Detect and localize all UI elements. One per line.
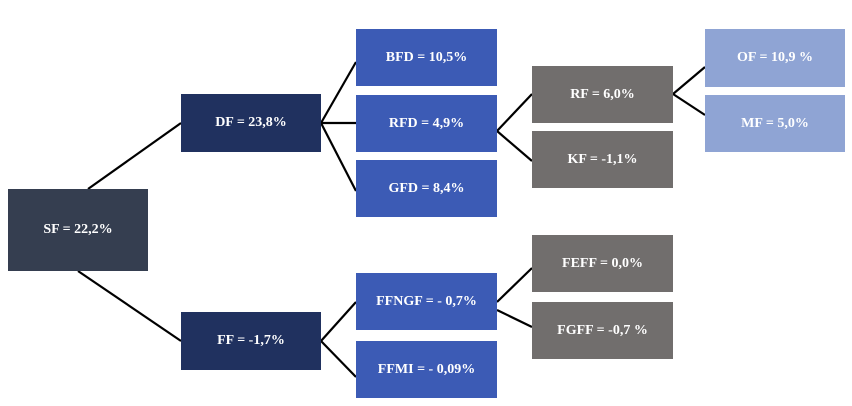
link-sf-ff [78, 271, 181, 341]
node-ffngf [356, 273, 497, 330]
node-sf [8, 189, 148, 271]
node-kf [532, 131, 673, 188]
node-rfd [356, 95, 497, 152]
node-mf-label: MF = 5,0% [741, 115, 809, 131]
node-gfd-label: GFD = 8,4% [388, 180, 465, 196]
node-sf-label: SF = 22,2% [43, 222, 113, 237]
node-feff [532, 235, 673, 292]
node-feff-label: FEFF = 0,0% [562, 255, 643, 271]
node-ff-label: FF = -1,7% [217, 333, 285, 348]
node-gfd [356, 160, 497, 217]
link-ffngf-feff [497, 268, 532, 302]
node-df-label: DF = 23,8% [215, 115, 287, 130]
link-rfd-rf [497, 94, 532, 131]
node-rf [532, 66, 673, 123]
link-ff-ffmi [321, 341, 356, 377]
link-ffngf-fgff [497, 310, 532, 327]
node-of [705, 29, 845, 87]
node-kf-label: KF = -1,1% [567, 151, 638, 167]
link-rfd-kf [497, 131, 532, 161]
node-rf-label: RF = 6,0% [570, 86, 635, 102]
node-of-label: OF = 10,9 % [737, 50, 813, 65]
node-ffngf-label: FFNGF = - 0,7% [376, 293, 477, 309]
link-df-bfd [321, 62, 356, 123]
node-rfd-label: RFD = 4,9% [388, 115, 465, 131]
node-mf [705, 95, 845, 152]
link-rf-mf [673, 94, 705, 115]
node-bfd-label: BFD = 10,5% [385, 49, 468, 65]
node-ffmi [356, 341, 497, 398]
link-rf-of [673, 67, 705, 94]
link-df-gfd [321, 123, 356, 191]
node-df [181, 94, 321, 152]
link-sf-df [88, 123, 181, 189]
node-ff [181, 312, 321, 370]
node-bfd [356, 29, 497, 86]
node-fgff [532, 302, 673, 359]
node-ffmi-label: FFMI = - 0,09% [377, 361, 476, 377]
link-ff-ffngf [321, 302, 356, 341]
node-fgff-label: FGFF = -0,7 % [557, 322, 648, 338]
